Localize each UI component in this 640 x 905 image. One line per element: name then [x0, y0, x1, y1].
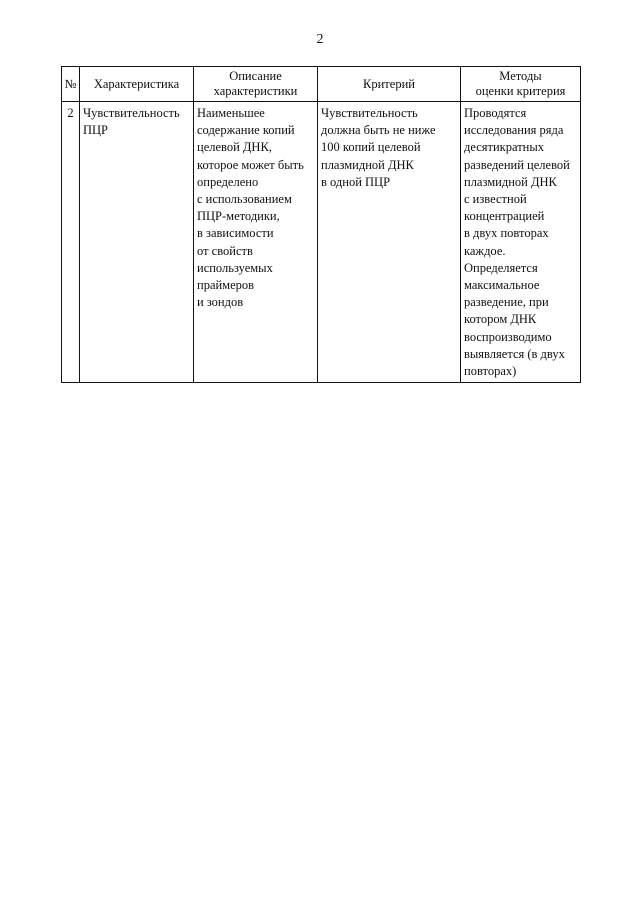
header-criterion: Критерий — [318, 67, 461, 102]
page-number: 2 — [316, 32, 324, 47]
cell-characteristic: Чувствительность ПЦР — [80, 102, 194, 383]
header-methods: Методы оценки критерия — [461, 67, 581, 102]
table-header-row — [62, 67, 581, 102]
header-description: Описание характеристики — [194, 67, 318, 102]
cell-methods: Проводятся исследования ряда десятикратных разведений целевой плазмидной ДНК с известной концентрацией в двух повторах каждое. Определяется максимальное разведение, при котором ДНК воспроизводимо выявляется (в двух повторах) — [461, 102, 581, 383]
header-number: № — [62, 67, 80, 102]
header-characteristic: Характеристика — [80, 67, 194, 102]
cell-number: 2 — [62, 102, 80, 383]
cell-criterion: Чувствительность должна быть не ниже 100 копий целевой плазмидной ДНК в одной ПЦР — [318, 102, 461, 383]
cell-description: Наименьшее содержание копий целевой ДНК, которое может быть определено с использованием ПЦР-методики, в зависимости от свойств используемых праймеров и зондов — [194, 102, 318, 383]
table-row — [62, 102, 581, 383]
characteristics-table — [61, 66, 581, 383]
